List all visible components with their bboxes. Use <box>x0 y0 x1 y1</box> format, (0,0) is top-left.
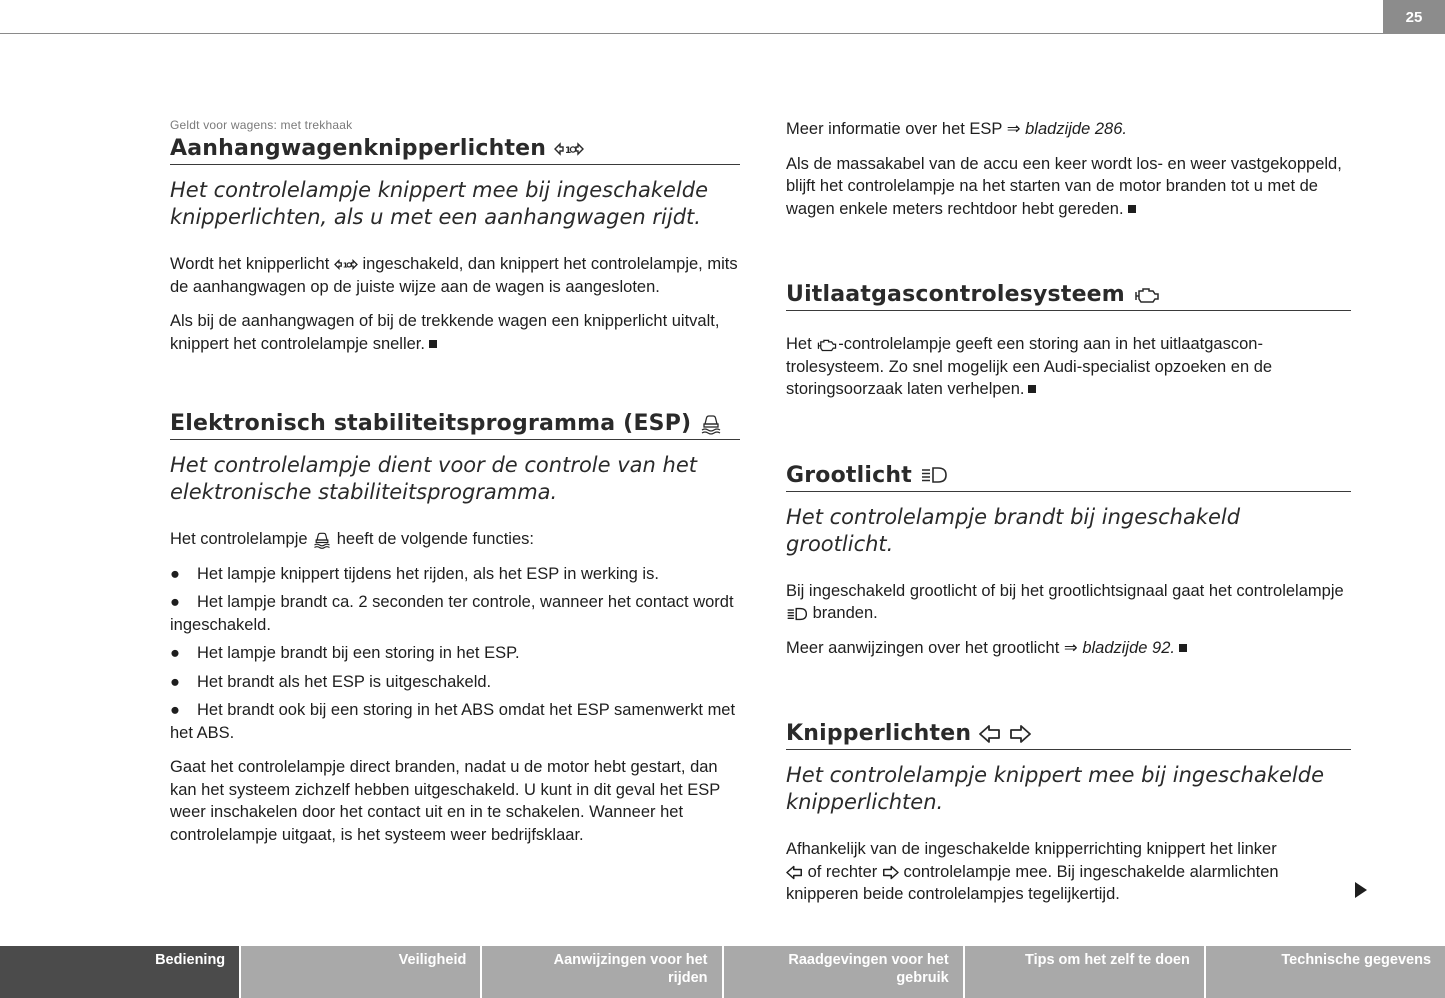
esp-function-list <box>170 563 740 745</box>
end-mark <box>1179 644 1187 652</box>
heading-indicators-text: Knipperlichten <box>786 721 972 746</box>
heading-emission-control <box>786 282 1351 311</box>
list-item: ● Het brandt ook bij een storing in het ABS omdat het ESP samenwerkt met het ABS. <box>170 701 736 742</box>
high-beam-icon <box>786 607 808 621</box>
left-column <box>170 118 740 858</box>
page-reference-link[interactable]: bladzijde 286. <box>1025 120 1127 138</box>
tab-bediening[interactable]: Bediening <box>0 946 241 998</box>
page-reference-link[interactable]: bladzijde 92. <box>1082 638 1175 657</box>
esp-closing-paragraph: Gaat het controlelampje direct branden, nadat u de motor hebt gestart, dan kan het systeem zichzelf hebben uitgeschakeld. U kunt in dit geval het ESP weer inschakelen door het contact uit en in te schakelen. Wanneer het controlelampje uitgaat, is het systeem weer bedrijfsklaar. <box>170 758 721 844</box>
indicators-paragraph: Afhankelijk van de ingeschakelde knipperrichting knippert het linker of rechter controlelampje mee. Bij ingeschakelde alarmlichten knipperen beide controlelampjes tegelijkertijd. <box>786 840 1279 903</box>
high-beam-paragraph: Bij ingeschakeld grootlicht of bij het grootlichtsignaal gaat het controlelampje branden. <box>786 581 1344 622</box>
left-arrow-icon <box>786 865 803 880</box>
heading-esp <box>170 411 740 440</box>
heading-esp-text: Elektronisch stabiliteitsprogramma (ESP) <box>170 411 692 436</box>
svg-text:1: 1 <box>342 260 348 270</box>
esp-icon <box>699 412 723 436</box>
heading-emission-control-text: Uitlaatgascontrolesysteem <box>786 282 1125 307</box>
esp-more-info: Meer informatie over het ESP ⇒ bladzijde 286. <box>786 120 1127 138</box>
list-item: ● Het lampje brandt bij een storing in het ESP. <box>170 644 520 662</box>
svg-text:1: 1 <box>565 145 572 156</box>
high-beam-lead-text: Het controlelampje brandt bij ingeschakeld grootlicht. <box>786 504 1241 556</box>
right-column <box>786 118 1351 918</box>
engine-check-icon <box>816 338 838 352</box>
page-number: 25 <box>1383 0 1445 34</box>
esp-icon <box>312 530 332 550</box>
engine-check-icon <box>1133 286 1161 304</box>
tab-aanwijzingen-rijden[interactable]: Aanwijzingen voor het rijden <box>482 946 723 998</box>
continue-arrow-icon <box>1355 882 1367 898</box>
list-item: ● Het lampje knippert tijdens het rijden, als het ESP in werking is. <box>170 564 659 583</box>
indicators-lead-text: Het controlelampje knippert mee bij ingeschakelde knipperlichten. <box>786 763 1325 814</box>
trailer-lead-text: Het controlelampje knippert mee bij ingeschakelde knipperlichten, als u met een aanhangwagen rijdt. <box>170 178 709 229</box>
emission-paragraph: Het -controlelampje geeft een storing aan in het uitlaatgascontrolesysteem. Zo snel mogelijk een Audi-specialist opzoeken en de storingsoorzaak laten verhelpen. <box>786 335 1273 398</box>
esp-lead-text: Het controlelampje dient voor de controle van het elektronische stabiliteitsprogramma. <box>170 453 697 504</box>
right-arrow-icon <box>882 865 899 880</box>
trailer-indicator-icon <box>554 142 584 156</box>
right-arrow-icon <box>1009 724 1031 744</box>
heading-high-beam <box>786 463 1351 492</box>
list-item: ● Het brandt als het ESP is uitgeschakeld. <box>170 672 492 691</box>
list-item: ● Het lampje brandt ca. 2 seconden ter controle, wanneer het contact wordt ingeschakeld. <box>170 593 734 634</box>
esp-battery-paragraph: Als de massakabel van de accu een keer wordt los- en weer vastgekoppeld, blijft het controlelampje na het starten van de motor branden tot u met de wagen enkele meters rechtdoor hebt gereden. <box>786 154 1342 218</box>
high-beam-icon <box>920 466 948 484</box>
trailer-paragraph-2: Als bij de aanhangwagen of bij de trekkende wagen een knipperlicht uitvalt, knippert het controlelampje sneller. <box>170 312 720 353</box>
end-mark <box>429 340 437 348</box>
heading-indicators <box>786 721 1351 750</box>
end-mark <box>1028 385 1036 393</box>
trailer-paragraph-1: Wordt het knipperlicht 1 ingeschakeld, dan knippert het controlelampje, mits de aanhangwagen op de juiste wijze aan de wagen is aangesloten. <box>170 255 738 296</box>
high-beam-more-info: Meer aanwijzingen over het grootlicht ⇒ bladzijde 92. <box>786 637 1351 660</box>
heading-trailer-indicators <box>170 136 740 165</box>
tab-raadgevingen-gebruik[interactable]: Raadgevingen voor het gebruik <box>724 946 965 998</box>
chapter-navigation <box>0 946 1445 998</box>
applies-to-note: Geldt voor wagens: met trekhaak <box>170 118 353 132</box>
heading-trailer-indicators-text: Aanhangwagenknipperlichten <box>170 136 547 161</box>
tab-veiligheid[interactable]: Veiligheid <box>241 946 482 998</box>
trailer-indicator-icon <box>334 259 358 270</box>
left-arrow-icon <box>979 724 1001 744</box>
tab-tips-zelf-doen[interactable]: Tips om het zelf te doen <box>965 946 1206 998</box>
tab-technische-gegevens[interactable]: Technische gegevens <box>1206 946 1445 998</box>
top-rule <box>0 33 1383 34</box>
heading-high-beam-text: Grootlicht <box>786 462 912 488</box>
end-mark <box>1128 205 1136 213</box>
esp-intro: Het controlelampje heeft de volgende functies: <box>170 530 534 548</box>
